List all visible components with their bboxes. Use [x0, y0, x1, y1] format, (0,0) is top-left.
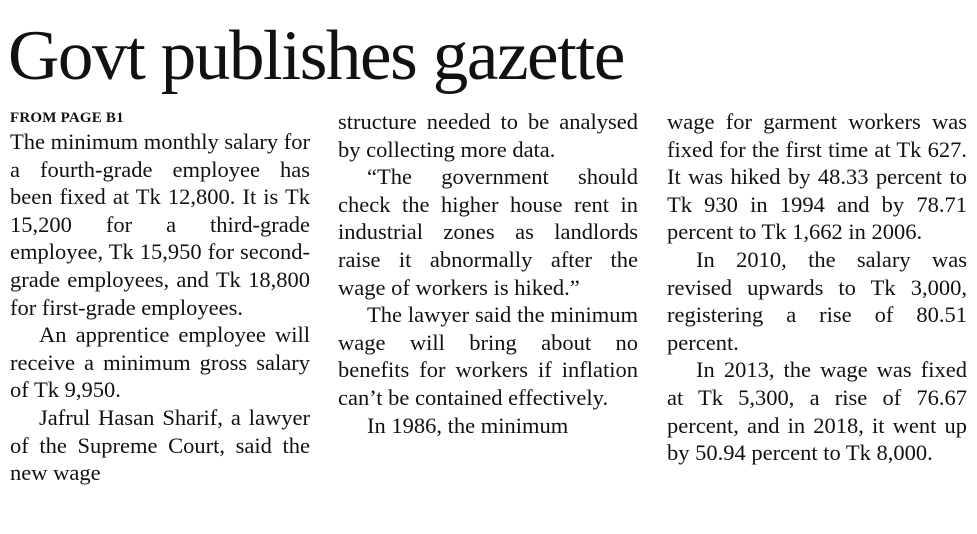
paragraph: The lawyer said the minimum wage will bring about no benefits for workers if inflation can’t be contained effectively.: [338, 302, 638, 410]
paragraph: In 2013, the wage was fixed at Tk 5,300, a rise of 76.67 percent, and in 2018, it went up by 50.94 percent to Tk 8,000.: [667, 357, 967, 466]
paragraph: The minimum monthly salary for a fourth-grade employee has been fixed at Tk 12,800. It is Tk 15,200 for a third-grade employee, Tk 15,950 for second-grade employees, and Tk 18,800 for first-grade employees.: [10, 129, 310, 320]
paragraph: Jafrul Hasan Sharif, a lawyer of the Supreme Court, said the new wage: [10, 404, 310, 486]
article-column-2: [338, 108, 638, 439]
paragraph-quote: “The government should check the higher house rent in industrial zones as landlords raise it abnormally after the wage of workers is hiked.”: [338, 164, 638, 300]
paragraph: In 2010, the salary was revised upwards to Tk 3,000, registering a rise of 80.51 percent.: [667, 246, 967, 355]
article-column-3: [667, 108, 967, 467]
article-column-1: [10, 108, 310, 487]
paragraph-continued: wage for garment workers was fixed for the first time at Tk 627. It was hiked by 48.33 percent to Tk 930 in 1994 and by 78.71 percent to Tk 1,662 in 2006.: [667, 109, 967, 245]
headline: Govt publishes gazette: [8, 17, 624, 95]
paragraph: An apprentice employee will receive a minimum gross salary of Tk 9,950.: [10, 322, 310, 403]
kicker-from-page: FROM PAGE B1: [10, 110, 124, 126]
paragraph: In 1986, the minimum: [367, 412, 569, 438]
paragraph-continued: structure needed to be analysed by collecting more data.: [338, 109, 638, 162]
